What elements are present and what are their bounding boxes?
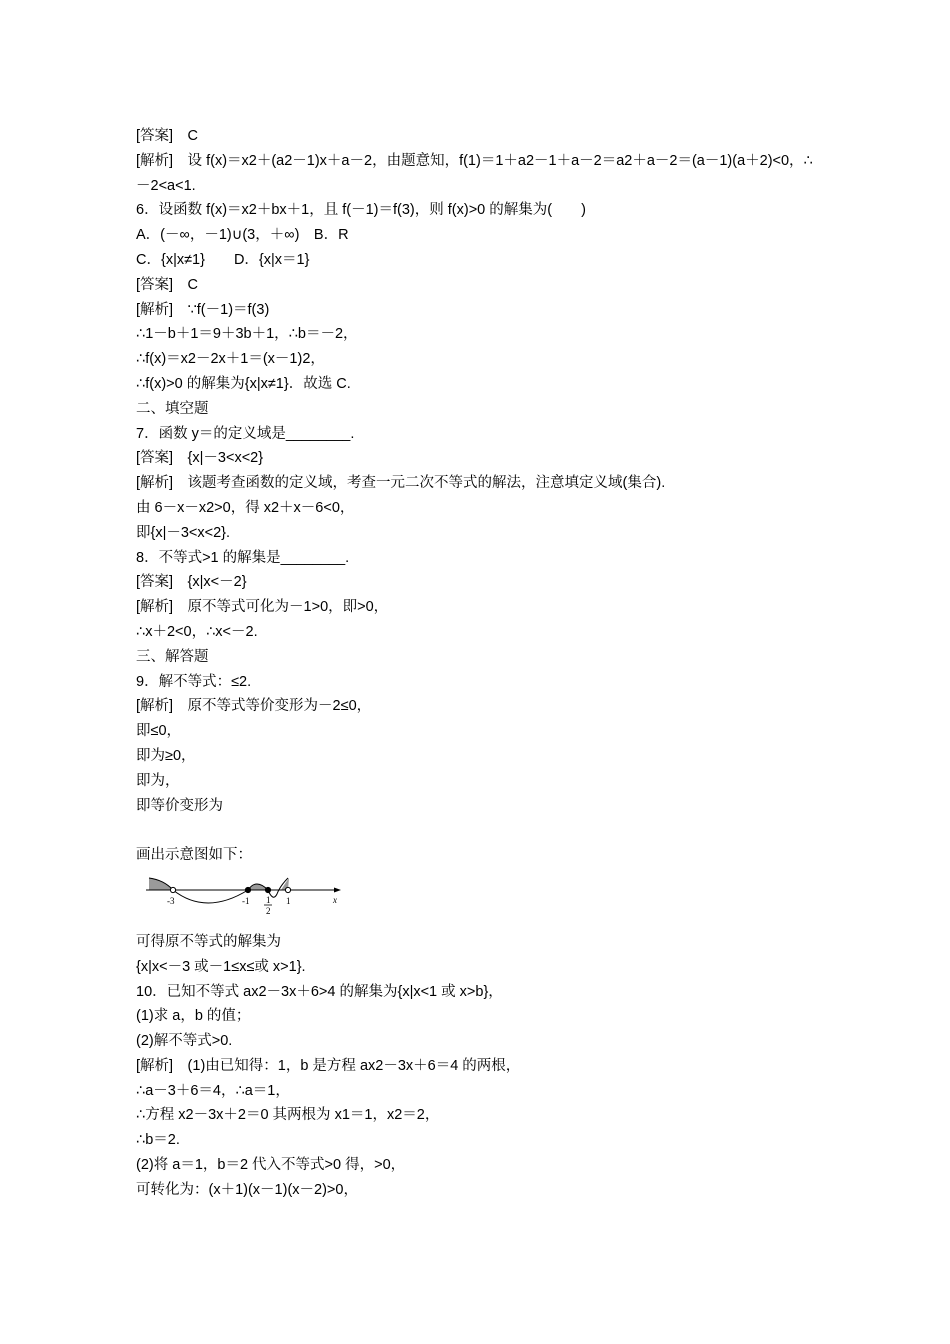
question-10: 10．已知不等式 ax2－3x＋6>4 的解集为{x|x<1 或 x>b}， xyxy=(136,983,503,1000)
solution-step: (2)将 a＝1，b＝2 代入不等式>0 得，>0， xyxy=(136,1157,406,1174)
label-one: 1 xyxy=(286,895,291,906)
answer-line: [答案] {x|x<－2} xyxy=(136,574,247,591)
question-6: 6．设函数 f(x)＝x2＋bx＋1，且 f(－1)＝f(3)，则 f(x)>0 的解集为( ) xyxy=(136,202,586,219)
solution-step: ∴1－b＋1＝9＋3b＋1，∴b＝－2， xyxy=(136,326,358,343)
solution-step: ∴f(x)＝x2－2x＋1＝(x－1)2， xyxy=(136,351,325,368)
section-heading-solve: 三、解答题 xyxy=(136,648,209,665)
number-line-diagram xyxy=(136,872,356,924)
answer-line: [答案] {x|－3<x<2} xyxy=(136,450,264,467)
question-10-part-1: (1)求 a，b 的值； xyxy=(136,1008,251,1025)
solution-step: 即≤0， xyxy=(136,723,182,740)
analysis-line: [解析] (1)由已知得：1，b 是方程 ax2－3x＋6＝4 的两根， xyxy=(136,1057,521,1074)
label-neg3: -3 xyxy=(167,895,175,906)
analysis-line: [解析] ∵f(－1)＝f(3) xyxy=(136,301,270,318)
solution-step: 由 6－x－x2>0，得 x2＋x－6<0， xyxy=(136,499,355,516)
analysis-line: [解析] 原不等式可化为－1>0，即>0， xyxy=(136,599,389,616)
answer-line: [答案] C xyxy=(136,276,199,293)
option-line-ab: A．(－∞，－1)∪(3，＋∞) B．R xyxy=(136,227,349,244)
analysis-line: [解析] 设 f(x)＝x2＋(a2－1)x＋a－2，由题意知，f(1)＝1＋a2－1＋a－2＝a2＋a－2＝(a－1)(a＋2)<0，∴－2<a<1. xyxy=(136,152,813,194)
closed-point-half xyxy=(265,887,270,892)
solution-step: 即{x|－3<x<2}. xyxy=(136,524,231,541)
axis-arrow xyxy=(334,887,341,892)
answer-line: [答案] C xyxy=(136,128,199,144)
question-7: 7．函数 y＝的定义域是________. xyxy=(136,425,355,442)
figure-caption: 画出示意图如下： xyxy=(136,847,252,864)
label-x-axis: x xyxy=(333,894,337,905)
solution-set: {x|x<－3 或－1≤x≤或 x>1}. xyxy=(136,958,306,975)
solution-step: ∴x＋2<0，∴x<－2. xyxy=(136,623,258,640)
document-body xyxy=(136,124,816,1203)
question-10-part-2: (2)解不等式>0. xyxy=(136,1033,233,1050)
solution-step: 即为≥0， xyxy=(136,747,196,764)
solution-step: 可转化为：(x＋1)(x－1)(x－2)>0， xyxy=(136,1181,358,1198)
label-half-denominator: 2 xyxy=(266,905,271,916)
closed-point-neg1 xyxy=(245,887,250,892)
question-8: 8．不等式>1 的解集是________. xyxy=(136,549,350,566)
number-line-figure xyxy=(136,872,816,924)
open-point-neg3 xyxy=(170,887,175,892)
analysis-line: [解析] 该题考查函数的定义域，考查一元二次不等式的解法，注意填定义域(集合). xyxy=(136,475,666,492)
question-9: 9．解不等式：≤2. xyxy=(136,673,252,690)
shaded-region-left xyxy=(149,878,173,890)
solution-step: 即为， xyxy=(136,772,180,789)
solution-step: 即等价变形为 xyxy=(136,797,223,814)
solution-step: ∴b＝2. xyxy=(136,1132,180,1149)
option-line-cd: C．{x|x≠1} D．{x|x＝1} xyxy=(136,251,310,268)
solution-step: 可得原不等式的解集为 xyxy=(136,933,281,950)
open-point-one xyxy=(285,887,290,892)
label-half-numerator: 1 xyxy=(266,894,271,905)
solution-step: ∴方程 x2－3x＋2＝0 其两根为 x1＝1，x2＝2， xyxy=(136,1107,440,1124)
analysis-line: [解析] 原不等式等价变形为－2≤0， xyxy=(136,698,372,715)
blank-line xyxy=(136,818,816,843)
section-heading-fill-blank: 二、填空题 xyxy=(136,400,209,417)
label-neg1: -1 xyxy=(242,895,250,906)
solution-step: ∴a－3＋6＝4，∴a＝1， xyxy=(136,1082,290,1099)
solution-step: ∴f(x)>0 的解集为{x|x≠1}．故选 C. xyxy=(136,375,351,392)
